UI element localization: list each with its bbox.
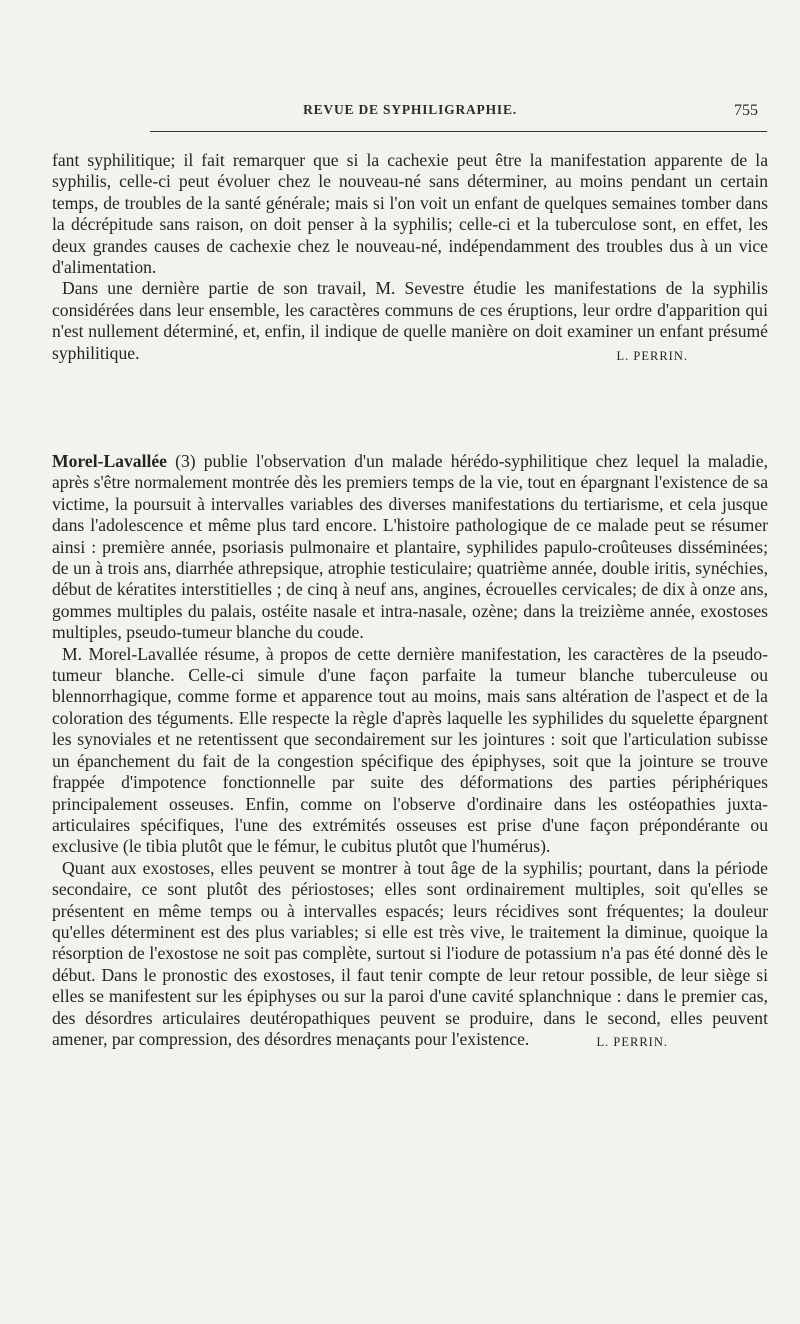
running-header <box>52 102 768 124</box>
paragraph-text: (3) publie l'observation d'un malade hérédo-syphilitique chez lequel la maladie, après s'être normalement montrée dès les premiers temps de la vie, tout en épargnant l'existence de sa victime, la poursuit à intervalles variables des diverses manifestations du tertiarisme, et cela jusque dans l'adolescence et même plus tard encore. L'histoire pathologique de ce malade peut se résumer ainsi : première année, psoriasis pulmonaire et plantaire, syphilides papulo-croûteuses disséminées; de un à trois ans, diarrhée athrepsique, atrophie testiculaire; quatrième année, double iritis, synéchies, début de kératites interstitielles ; de cinq à neuf ans, angines, écrouelles cervicales; de dix à onze ans, gommes multiples du palais, ostéite nasale et intra-nasale, ozène; dans la treizième année, exostoses multiples, pseudo-tumeur blanche du coude. <box>52 451 768 643</box>
cited-author: Morel-Lavallée <box>52 451 167 471</box>
page-number: 755 <box>734 102 758 119</box>
review-block-morel-lavallee <box>52 451 768 1053</box>
paragraph-text: Dans une dernière partie de son travail, M. Sevestre étudie les manifestations de la syphilis considérées dans leur ensemble, les caractères communs de ces éruptions, leur ordre d'apparition qui n'est nullement déterminé, et, enfin, il indique de quelle manière on doit examiner un enfant présumé syphilitique. <box>52 278 768 363</box>
paragraph-text: Quant aux exostoses, elles peuvent se montrer à tout âge de la syphilis; pourtant, dans la période secondaire, ce sont plutôt des périostoses; elles sont ordinairement multiples, soit qu'elles se présentent en même temps ou à intervalles espacés; leurs récidives sont fréquentes; la douleur qu'elles déterminent est des plus variables; si elle est très vive, le traitement la diminue, quoique la résorption de l'exostose ne soit pas complète, surtout si l'iodure de potassium n'a pas été donné dès le début. Dans le pronostic des exostoses, il faut tenir compte de leur retour possible, de leur siège si elles se manifestent sur les épiphyses ou sur la paroi d'une cavité splanchnique : dans le premier cas, des désordres articulaires deutéropathiques peuvent se produire, dans le second, elles peuvent amener, par compression, des désordres menaçants pour l'existence. <box>52 857 768 1049</box>
author-signature: L. PERRIN. <box>596 1034 668 1049</box>
review-block-sevestre <box>52 150 768 367</box>
paragraph <box>52 278 768 364</box>
paragraph <box>52 858 768 1051</box>
paragraph: fant syphilitique; il fait remarquer que si la cachexie peut être la manifestation apparente de la syphilis, celle-ci peut évoluer chez le nouveau-né sans déterminer, au moins pendant un certain temps, de troubles de la santé générale; mais si l'on voit un enfant de quelques semaines tomber dans la décrépitude sans raison, on doit penser à la syphilis; celle-ci et la tuberculose sont, en effet, les deux grandes causes de cachexie chez le nouveau-né, indépendamment des troubles dus à un vice d'alimentation. <box>52 150 768 278</box>
paragraph <box>52 451 768 644</box>
author-signature: L. PERRIN. <box>616 348 688 363</box>
journal-title: REVUE DE SYPHILIGRAPHIE. <box>303 102 517 117</box>
paragraph: M. Morel-Lavallée résume, à propos de cette dernière manifestation, les caractères de la pseudo-tumeur blanche. Celle-ci simule d'une façon parfaite la tumeur blanche tuberculeuse ou blennorrhagique, comme forme et apparence tout au moins, mais sans altération de l'aspect et de la coloration des téguments. Elle respecte la règle d'après laquelle les syphilides du squelette épargnent les synoviales et ne retentissent que secondairement sur les jointures : soit que l'articulation subisse un épanchement du fait de la congestion spécifique des épiphyses, soit que la jointure se trouve frappée d'impotence fonctionnelle par suite des déformations des parties périphériques principalement osseuses. Enfin, comme on l'observe d'ordinaire dans les ostéopathies juxta-articulaires spécifiques, l'une des extrémités osseuses est prise d'une façon prépondérante ou exclusive (le tibia plutôt que le fémur, le cubitus plutôt que l'humérus). <box>52 643 768 857</box>
header-rule <box>150 131 767 132</box>
